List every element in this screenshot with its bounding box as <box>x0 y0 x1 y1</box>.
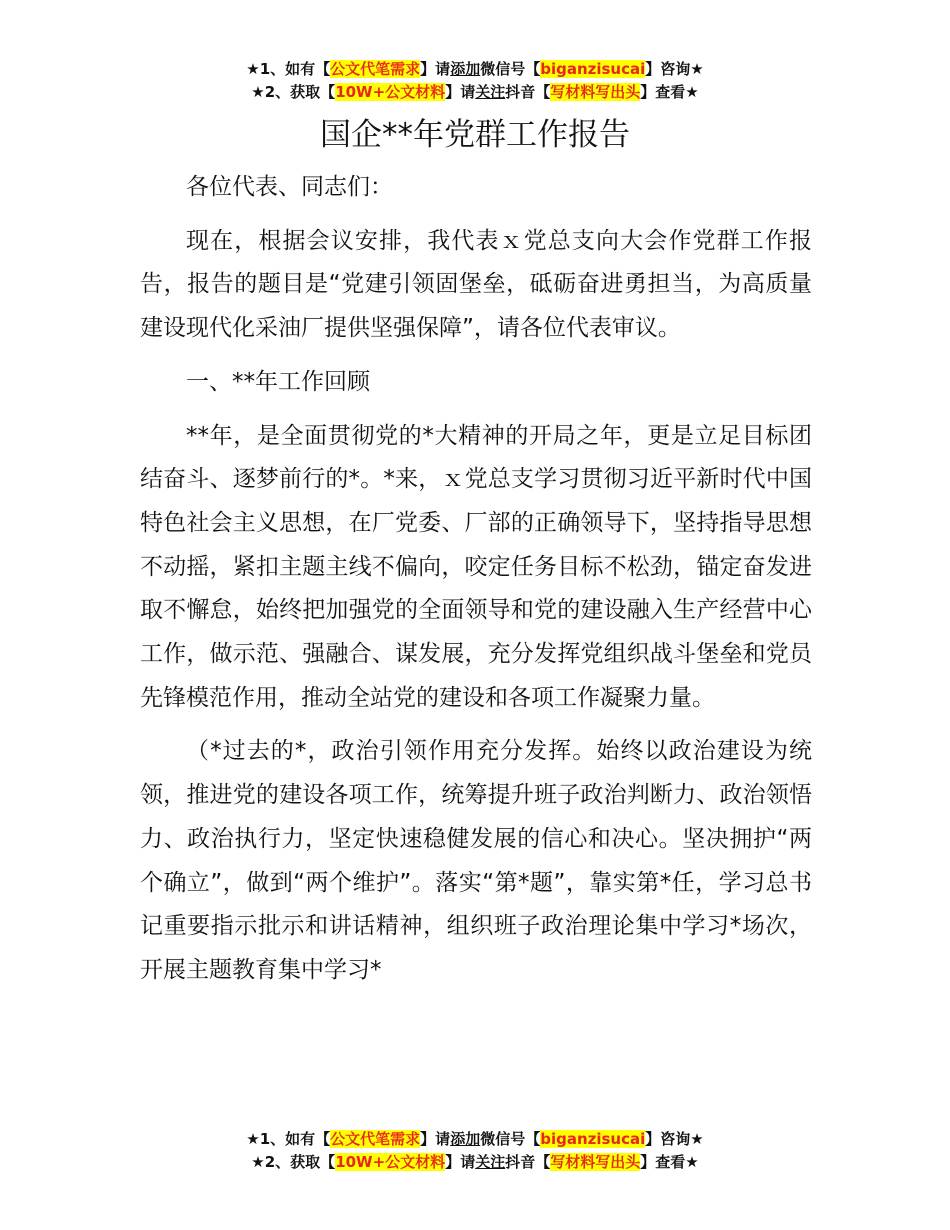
banner-text: 】请 <box>420 60 451 78</box>
banner-highlight-materials: 10W+公文材料 <box>335 83 446 101</box>
banner-line-2 <box>0 81 950 104</box>
banner-text: 】请 <box>420 1130 451 1148</box>
banner-emphasis: 添加 <box>450 60 481 78</box>
banner-line-1 <box>0 1128 950 1151</box>
banner-text: 】查看★ <box>640 83 699 101</box>
intro-paragraph: 现在，根据会议安排，我代表ｘ党总支向大会作党群工作报告，报告的题目是“党建引领固堡垒，砥砺奋进勇担当，为高质量建设现代化采油厂提供坚强保障”，请各位代表审议。 <box>140 227 812 342</box>
banner-emphasis: 添加 <box>450 1130 481 1148</box>
banner-emphasis: 关注 <box>475 1153 506 1171</box>
political-guidance-paragraph: （*过去的*，政治引领作用充分发挥。始终以政治建设为统领，推进党的建设各项工作，统筹提升班子政治判断力、政治领悟力、政治执行力，坚定快速稳健发展的信心和决心。坚决拥护“两个确立”，做到“两个维护”。落实“第*题”，靠实第*任，学习总书记重要指示批示和讲话精神，组织班子政治理论集中学习*场次，开展主题教育集中学习* <box>140 738 812 983</box>
banner-text: 抖音【 <box>505 1153 551 1171</box>
document-title: 国企**年党群工作报告 <box>320 117 630 153</box>
banner-highlight-douyin: 写材料写出头 <box>550 83 641 101</box>
banner-text: ★2、获取【 <box>251 1153 336 1171</box>
bottom-banner <box>0 1128 950 1174</box>
banner-highlight-wechat-id: biganzisucai <box>540 60 646 78</box>
document-body <box>140 166 812 1003</box>
banner-emphasis: 关注 <box>475 83 506 101</box>
banner-text: ★2、获取【 <box>251 83 336 101</box>
review-paragraph: **年，是全面贯彻党的*大精神的开局之年，更是立足目标团结奋斗、逐梦前行的*。*来，ｘ党总支学习贯彻习近平新时代中国特色社会主义思想，在厂党委、厂部的正确领导下，坚持指导思想不动摇，紧扣主题主线不偏向，咬定任务目标不松劲，锚定奋发进取不懈怠，始终把加强党的全面领导和党的建设融入生产经营中心工作，做示范、强融合、谋发展，充分发挥党组织战斗堡垒和党员先锋模范作用，推动全站党的建设和各项工作凝聚力量。 <box>140 422 812 711</box>
banner-text: 】查看★ <box>640 1153 699 1171</box>
banner-highlight-service: 公文代笔需求 <box>330 60 421 78</box>
section-heading: 一、**年工作回顾 <box>186 368 370 395</box>
banner-highlight-service: 公文代笔需求 <box>330 1130 421 1148</box>
banner-text: 】咨询★ <box>645 60 704 78</box>
salutation: 各位代表、同志们： <box>186 174 393 200</box>
banner-text: 】请 <box>445 83 476 101</box>
banner-highlight-wechat-id: biganzisucai <box>540 1130 646 1148</box>
banner-text: 微信号【 <box>480 1130 541 1148</box>
banner-text: 抖音【 <box>505 83 551 101</box>
banner-text: 微信号【 <box>480 60 541 78</box>
banner-highlight-materials: 10W+公文材料 <box>335 1153 446 1171</box>
banner-text: 】咨询★ <box>645 1130 704 1148</box>
top-banner <box>0 58 950 104</box>
banner-text: 】请 <box>445 1153 476 1171</box>
banner-highlight-douyin: 写材料写出头 <box>550 1153 641 1171</box>
banner-line-1 <box>0 58 950 81</box>
banner-text: ★1、如有【 <box>246 1130 331 1148</box>
banner-text: ★1、如有【 <box>246 60 331 78</box>
banner-line-2 <box>0 1151 950 1174</box>
